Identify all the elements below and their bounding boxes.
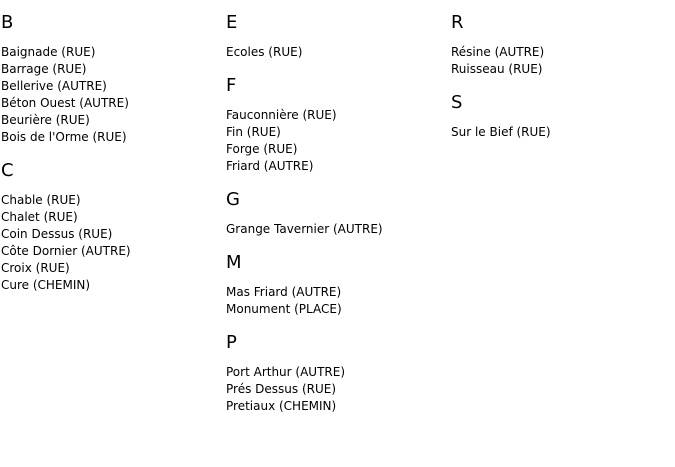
street-link[interactable]: Côte Dornier (AUTRE): [1, 244, 131, 258]
street-link[interactable]: Cure (CHEMIN): [1, 278, 91, 292]
street-link[interactable]: Ecoles (RUE): [226, 45, 303, 59]
letter-group: [451, 12, 671, 78]
street-list: [451, 124, 671, 141]
street-link[interactable]: Chalet (RUE): [1, 210, 78, 224]
street-link[interactable]: Bois de l'Orme (RUE): [1, 130, 127, 144]
street-link[interactable]: Fauconnière (RUE): [226, 108, 337, 122]
letter-group: [1, 12, 221, 146]
street-link[interactable]: Beurière (RUE): [1, 113, 90, 127]
street-link[interactable]: Résine (AUTRE): [451, 45, 545, 59]
street-link[interactable]: Forge (RUE): [226, 142, 298, 156]
street-list: [1, 44, 221, 146]
letter-group: [451, 92, 671, 141]
street-link[interactable]: Coin Dessus (RUE): [1, 227, 113, 241]
letter-heading: C: [1, 160, 14, 181]
letter-heading: F: [226, 75, 237, 96]
letter-group: [1, 160, 221, 294]
street-link[interactable]: Ruisseau (RUE): [451, 62, 543, 76]
street-list: [451, 44, 671, 78]
letter-heading: E: [226, 12, 238, 33]
street-link[interactable]: Fin (RUE): [226, 125, 281, 139]
index-column-2: [226, 12, 446, 429]
street-list: [226, 107, 446, 175]
street-link[interactable]: Chable (RUE): [1, 193, 81, 207]
letter-group: [226, 75, 446, 175]
letter-group: [226, 252, 446, 318]
street-list: [1, 192, 221, 294]
street-link[interactable]: Barrage (RUE): [1, 62, 87, 76]
letter-group: [226, 332, 446, 415]
street-list: [226, 221, 446, 238]
letter-heading: G: [226, 189, 240, 210]
letter-heading: P: [226, 332, 237, 353]
index-column-3: [451, 12, 671, 155]
street-link[interactable]: Bellerive (AUTRE): [1, 79, 107, 93]
street-link[interactable]: Mas Friard (AUTRE): [226, 285, 342, 299]
street-list: [226, 364, 446, 415]
letter-heading: M: [226, 252, 242, 273]
street-list: [226, 44, 446, 61]
letter-group: [226, 189, 446, 238]
street-link[interactable]: Grange Tavernier (AUTRE): [226, 222, 383, 236]
street-link[interactable]: Croix (RUE): [1, 261, 70, 275]
street-link[interactable]: Sur le Bief (RUE): [451, 125, 551, 139]
street-link[interactable]: Monument (PLACE): [226, 302, 342, 316]
letter-group: [226, 12, 446, 61]
index-column-1: [1, 12, 221, 308]
street-link[interactable]: Port Arthur (AUTRE): [226, 365, 346, 379]
letter-heading: R: [451, 12, 464, 33]
street-link[interactable]: Prés Dessus (RUE): [226, 382, 337, 396]
street-link[interactable]: Friard (AUTRE): [226, 159, 314, 173]
street-link[interactable]: Pretiaux (CHEMIN): [226, 399, 337, 413]
letter-heading: S: [451, 92, 463, 113]
letter-heading: B: [1, 12, 14, 33]
street-list: [226, 284, 446, 318]
street-link[interactable]: Béton Ouest (AUTRE): [1, 96, 129, 110]
street-link[interactable]: Baignade (RUE): [1, 45, 96, 59]
